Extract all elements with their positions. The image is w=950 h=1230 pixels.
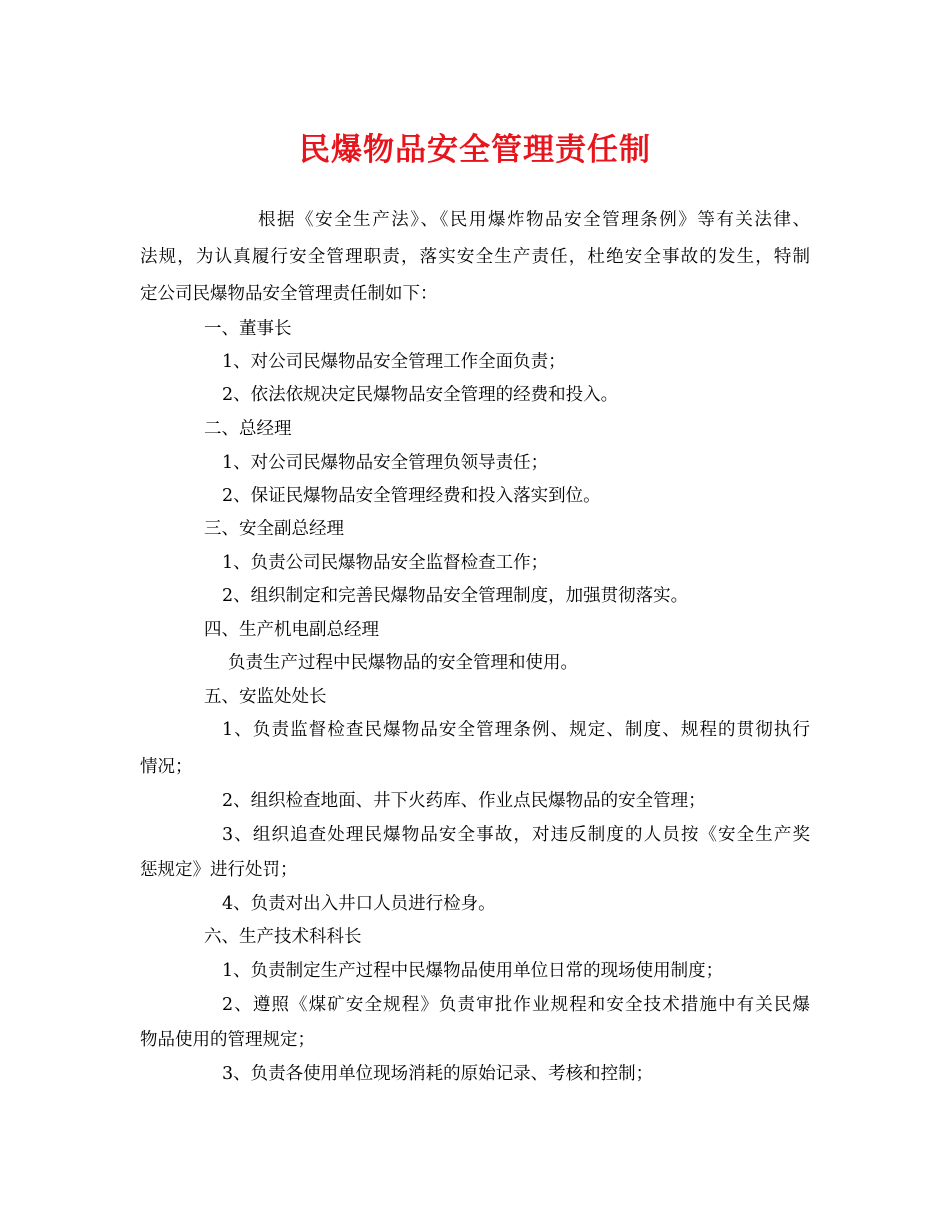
section-item: 2、组织制定和完善民爆物品安全管理制度，加强贯彻落实。 <box>222 586 689 606</box>
section-item: 1、对公司民爆物品安全管理工作全面负责； <box>222 352 566 372</box>
section-heading-general-manager: 二、总经理 <box>204 419 292 439</box>
intro-line-3: 定公司民爆物品安全管理责任制如下： <box>140 284 438 304</box>
section-item: 1、负责制定生产过程中民爆物品使用单位日常的现场使用制度； <box>222 961 724 981</box>
section-item: 1、负责监督检查民爆物品安全管理条例、规定、制度、规程的贯彻执行 <box>222 720 810 740</box>
section-item-continuation: 惩规定》进行处罚； <box>140 860 298 880</box>
section-item: 负责生产过程中民爆物品的安全管理和使用。 <box>228 653 578 673</box>
section-item: 3、组织追查处理民爆物品安全事故，对违反制度的人员按《安全生产奖 <box>222 825 810 845</box>
section-heading-chairman: 一、董事长 <box>204 319 292 339</box>
section-item-continuation: 物品使用的管理规定； <box>140 1030 315 1050</box>
document-title: 民爆物品安全管理责任制 <box>299 132 651 168</box>
section-item: 1、对公司民爆物品安全管理负领导责任； <box>222 453 549 473</box>
section-item: 2、依法依规决定民爆物品安全管理的经费和投入。 <box>222 385 619 405</box>
section-item-continuation: 情况； <box>140 757 193 777</box>
section-item: 4、负责对出入井口人员进行检身。 <box>222 894 496 914</box>
section-heading-safety-deputy: 三、安全副总经理 <box>204 519 344 539</box>
section-item: 2、组织检查地面、井下火药库、作业点民爆物品的安全管理； <box>222 791 706 811</box>
section-item: 3、负责各使用单位现场消耗的原始记录、考核和控制； <box>222 1064 654 1084</box>
section-item: 2、保证民爆物品安全管理经费和投入落实到位。 <box>222 486 601 506</box>
section-heading-production-deputy: 四、生产机电副总经理 <box>204 620 379 640</box>
intro-line-2: 法规，为认真履行安全管理职责，落实安全生产责任，杜绝安全事故的发生，特制 <box>140 247 810 267</box>
section-item: 1、负责公司民爆物品安全监督检查工作； <box>222 553 549 573</box>
section-heading-safety-supervision: 五、安监处处长 <box>204 687 327 707</box>
section-heading-production-tech: 六、生产技术科科长 <box>204 927 362 947</box>
intro-line-1: 根据《安全生产法》、《民用爆炸物品安全管理条例》等有关法律、 <box>258 210 810 230</box>
section-item: 2、遵照《煤矿安全规程》负责审批作业规程和安全技术措施中有关民爆 <box>222 995 810 1015</box>
